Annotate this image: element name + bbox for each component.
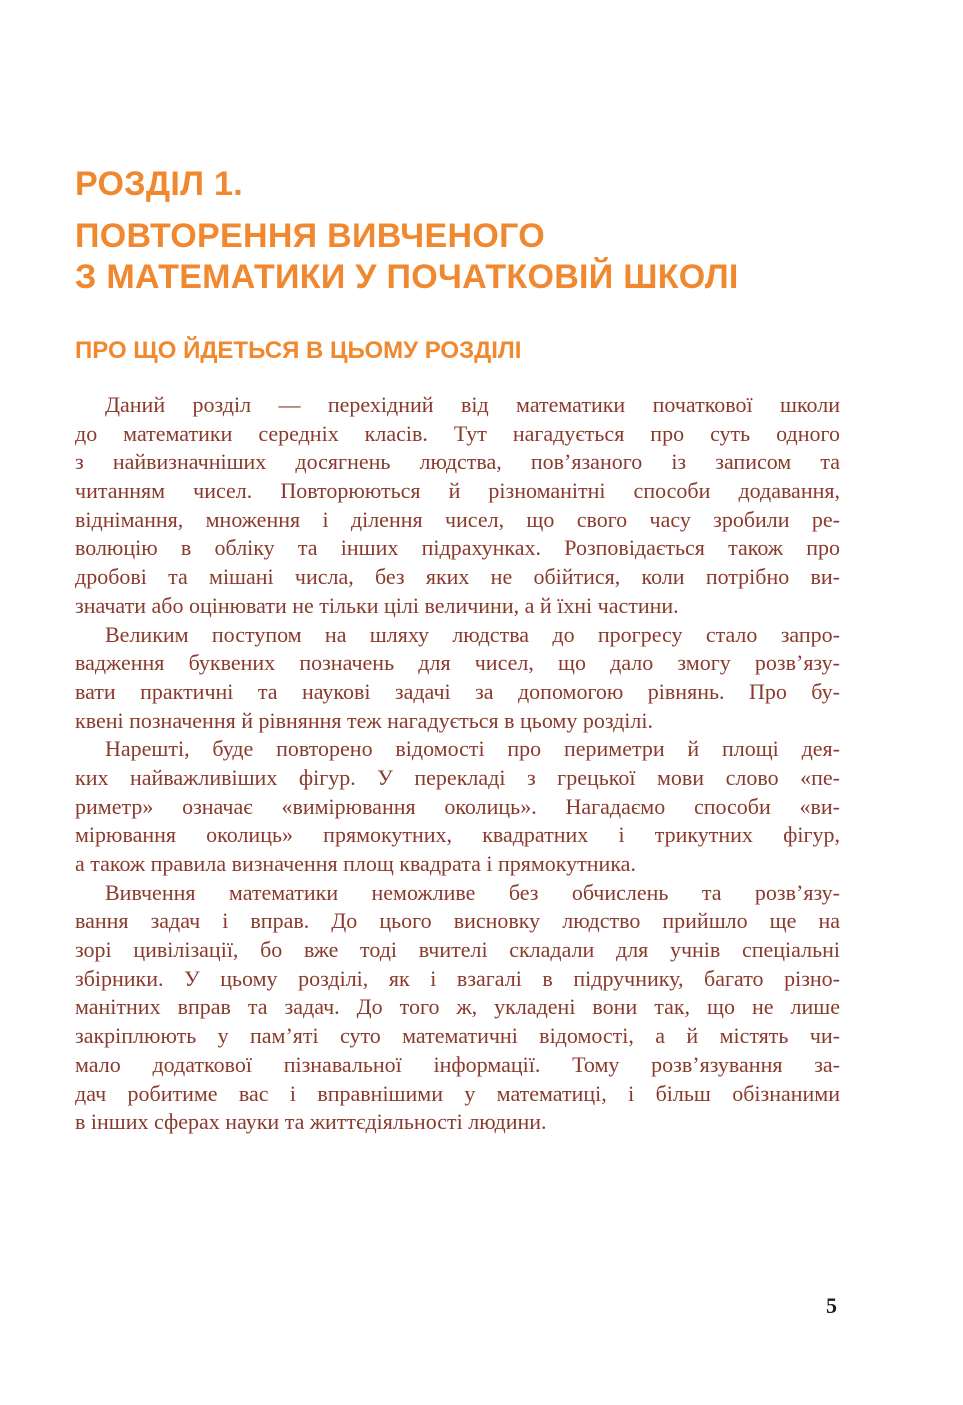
paragraph-line: дач робитиме вас і вправнішими у математиці, і більш обізнаними	[75, 1080, 840, 1106]
paragraph-line: Великим поступом на шляху людства до прогресу стало запро-	[105, 621, 840, 647]
paragraph-line: закріплюють у пам’яті суто математичні відомості, а й містять чи-	[75, 1023, 840, 1049]
paragraph-line: мало додаткової пізнавальної інформації. Тому розв’язування за-	[75, 1051, 840, 1077]
paragraph-line: збірники. У цьому розділі, як і взагалі в підручнику, багато різно-	[75, 965, 840, 991]
paragraph-line: риметр» означає «вимірювання околиць». Нагадаємо способи «ви-	[75, 793, 840, 819]
paragraph	[75, 735, 840, 878]
paragraph-line: ких найважливіших фігур. У перекладі з грецької мови слово «пе-	[75, 764, 840, 790]
paragraph-line: читанням чисел. Повторюються й різноманітні способи додавання,	[75, 478, 840, 504]
paragraph-line: Вивчення математики неможливе без обчислень та розв’язу-	[105, 879, 840, 905]
paragraph-line: зорі цивілізації, бо вже тоді вчителі складали для учнів спеціальні	[75, 937, 840, 963]
paragraph-line: віднімання, множення і ділення чисел, що свого часу зробили ре-	[75, 506, 840, 532]
paragraph-line: а також правила визначення площ квадрата і прямокутника.	[75, 851, 636, 876]
paragraph-line: до математики середніх класів. Тут нагадується про суть одного	[75, 420, 840, 446]
paragraph	[75, 879, 840, 1137]
paragraph-line: вадження буквених позначень для чисел, що дало змогу розв’язу-	[75, 650, 840, 676]
paragraph-line: дробові та мішані числа, без яких не обійтися, коли потрібно ви-	[75, 564, 840, 590]
body-text	[75, 391, 840, 1137]
chapter-title	[75, 216, 739, 298]
chapter-title-line: ПОВТОРЕННЯ ВИВЧЕНОГО	[75, 217, 545, 255]
paragraph-line: Нарешті, буде повторено відомості про периметри й площі дея-	[105, 736, 840, 762]
paragraph-line: вати практичні та наукові задачі за допомогою рівнянь. Про бу-	[75, 678, 840, 704]
paragraph-line: значати або оцінювати не тільки цілі величини, а й їхні частини.	[75, 592, 679, 618]
page-number: 5	[826, 1293, 837, 1318]
section-heading: ПРО ЩО ЙДЕТЬСЯ В ЦЬОМУ РОЗДІЛІ	[75, 337, 522, 364]
chapter-title-line: З МАТЕМАТИКИ У ПОЧАТКОВІЙ ШКОЛІ	[75, 258, 739, 296]
paragraph-line: мірювання околиць» прямокутних, квадратних і трикутних фігур,	[75, 822, 840, 848]
paragraph	[75, 391, 840, 621]
paragraph-line: манітних вправ та задач. До того ж, укладені вони так, що не лише	[75, 994, 840, 1020]
paragraph-line: Даний розділ — перехідний від математики початкової школи	[105, 392, 840, 417]
paragraph-line: в інших сферах науки та життєдіяльності людини.	[75, 1109, 547, 1135]
paragraph	[75, 621, 840, 736]
paragraph-line: вання задач і вправ. До цього висновку людство прийшло ще на	[75, 908, 840, 934]
paragraph-line: волюцію в обліку та інших підрахунках. Розповідається також про	[75, 535, 840, 561]
chapter-label: РОЗДІЛ 1.	[75, 165, 244, 203]
paragraph-line: квені позначення й рівняння теж нагадується в цьому розділі.	[75, 707, 654, 733]
paragraph-line: з найвизначніших досягнень людства, пов’язаного із записом та	[75, 449, 840, 475]
